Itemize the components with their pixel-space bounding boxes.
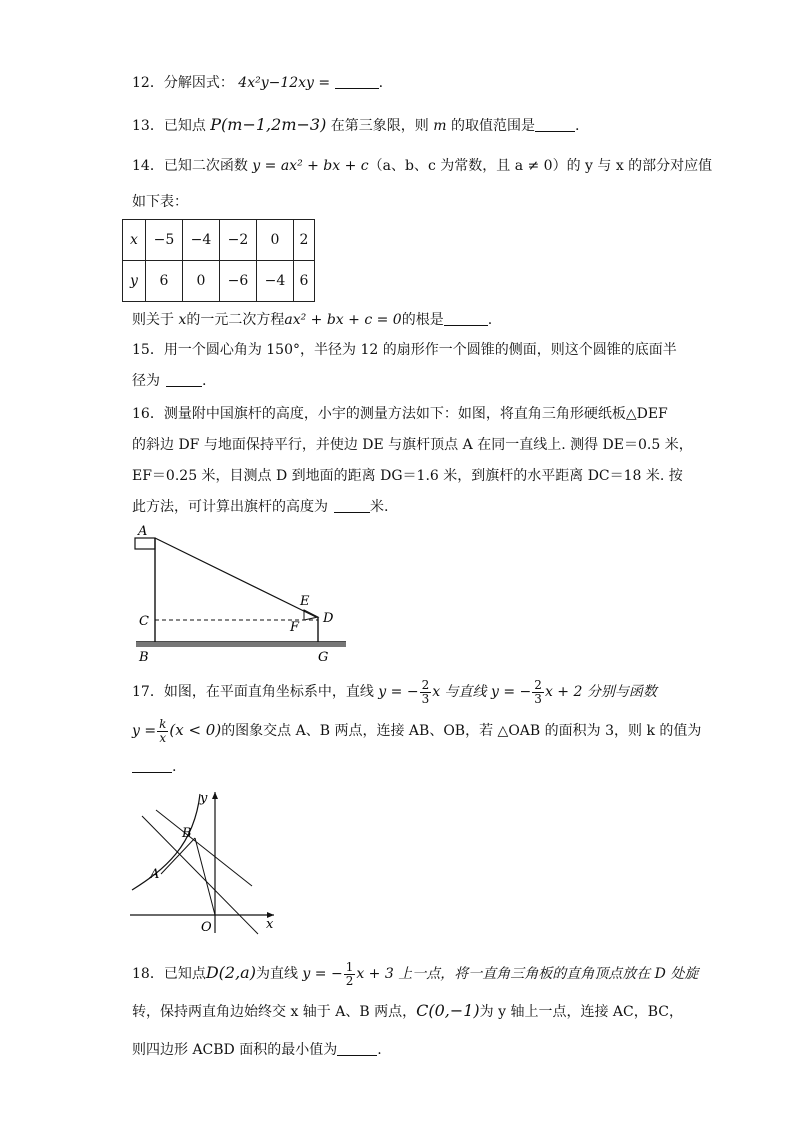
table-cell: −5: [146, 220, 183, 261]
question-number: 13．: [132, 118, 164, 134]
table-row: [123, 261, 315, 302]
period: .: [378, 75, 384, 91]
question-16-line-3: EF＝0.25 米，目测点 D 到地面的距离 DG＝1.6 米，到旗杆的水平距离 DC＝18 米. 按: [132, 468, 683, 484]
fraction-denominator: x: [159, 730, 167, 745]
fraction-denominator: 3: [421, 691, 430, 706]
label-A: A: [150, 867, 160, 882]
question-text: 为直线: [255, 966, 298, 982]
question-text: 的根是: [401, 312, 444, 328]
period: .: [202, 373, 207, 389]
fraction-numerator: 2: [421, 677, 430, 692]
flagpole-figure: [128, 524, 354, 664]
question-14-line-3: [132, 309, 492, 331]
math-expression: y = −: [302, 966, 343, 982]
question-text: 为 y 轴上一点，连接 AC，BC，: [479, 1004, 684, 1020]
value-table: [122, 219, 315, 302]
answer-blank[interactable]: [132, 758, 172, 773]
question-text: 用一个圆心角为 150°，半径为 12 的扇形作一个圆锥的侧面，则这个圆锥的底面半: [163, 342, 677, 358]
table-cell: −4: [183, 220, 220, 261]
math-point: P(m−1,2m−3): [210, 115, 327, 134]
question-14-line-1: [132, 155, 712, 177]
question-16-line-4: [132, 496, 388, 518]
table-cell: −2: [220, 220, 257, 261]
label-B: B: [182, 826, 192, 841]
coordinate-figure: [128, 786, 288, 936]
line-through-origin: [142, 816, 258, 934]
question-15-line-1: [132, 339, 677, 361]
label-G: G: [318, 650, 329, 664]
answer-blank[interactable]: [337, 1041, 377, 1056]
table-cell: −4: [257, 261, 294, 302]
question-text: 分解因式：: [163, 75, 234, 91]
segment-AB: [161, 838, 195, 874]
question-text: 已知点: [163, 118, 206, 134]
flag-shape: [135, 538, 155, 549]
period: .: [574, 118, 580, 134]
math-variable: x: [178, 312, 187, 328]
question-17-line-2: [132, 715, 701, 746]
math-expression: y = −: [491, 684, 532, 700]
ground-hatch: [136, 642, 346, 647]
fraction-numerator: 2: [534, 677, 542, 692]
question-text: 的一元二次方程: [186, 312, 285, 328]
label-B: B: [139, 650, 149, 664]
table-cell: 6: [294, 261, 315, 302]
question-13: [132, 114, 579, 137]
math-variable: m: [433, 118, 447, 134]
question-number: 17．: [132, 684, 164, 700]
table-cell: −6: [220, 261, 257, 302]
math-expression: y = ax² + bx + c: [252, 158, 369, 174]
question-text: 已知点: [163, 966, 206, 982]
math-point: D(2,a): [205, 963, 256, 982]
label-F: F: [290, 620, 300, 635]
table-cell: 2: [294, 220, 315, 261]
question-text: x 与直线: [432, 684, 487, 700]
question-text: 则关于: [132, 312, 174, 328]
answer-blank[interactable]: [166, 372, 202, 387]
question-text: 则四边形 ACBD 面积的最小值为: [132, 1042, 338, 1058]
fraction: [344, 961, 356, 988]
math-point: C(0,−1): [416, 1001, 480, 1020]
question-15-line-2: [132, 370, 206, 392]
table-cell: y: [123, 261, 146, 302]
fraction: [532, 679, 544, 706]
table-cell: 0: [183, 261, 220, 302]
label-A: A: [138, 524, 148, 539]
answer-blank[interactable]: [535, 117, 575, 132]
question-text: 转，保持两直角边始终交 x 轴于 A、B 两点，: [132, 1004, 417, 1020]
question-text: 米.: [370, 499, 389, 515]
label-E: E: [300, 594, 310, 609]
fraction-denominator: 2: [345, 973, 354, 988]
question-number: 14．: [132, 158, 164, 174]
fraction: [157, 718, 168, 745]
table-row: [123, 220, 315, 261]
axis-label-x: x: [266, 917, 274, 932]
period: .: [172, 759, 177, 775]
hyperbola-curve: [132, 794, 200, 890]
fraction-numerator: 1: [345, 959, 354, 974]
math-expression: y =: [132, 723, 157, 739]
question-18-line-3: [132, 1039, 382, 1061]
segment-OB: [195, 838, 215, 915]
question-16-line-2: 的斜边 DF 与地面保持平行，并使边 DE 与旗杆顶点 A 在同一直线上. 测得 DE＝0.5 米，: [132, 437, 693, 453]
period: .: [487, 312, 493, 328]
question-16-line-1: [132, 403, 668, 425]
y-axis-arrow: [212, 792, 218, 799]
question-text: 的图象交点 A、B 两点，连接 AB、OB，若 △OAB 的面积为 3，则 k 的值为: [221, 723, 702, 739]
math-equation: ax² + bx + c = 0: [284, 312, 402, 328]
period: .: [377, 1042, 382, 1058]
axis-label-y: y: [200, 791, 208, 806]
fraction: [420, 679, 432, 706]
question-text: 如图，在平面直角坐标系中，直线: [163, 684, 374, 700]
question-18-line-2: [132, 1000, 683, 1023]
question-text: x + 2 分别与函数: [544, 684, 657, 700]
fraction-numerator: k: [159, 716, 167, 731]
answer-blank[interactable]: [334, 498, 370, 513]
question-17-line-3: [132, 756, 176, 778]
label-O: O: [201, 920, 212, 935]
table-cell: 6: [146, 261, 183, 302]
answer-blank[interactable]: [335, 74, 379, 89]
label-C: C: [139, 614, 149, 629]
label-D: D: [323, 611, 334, 626]
question-text: 此方法，可计算出旗杆的高度为: [132, 499, 328, 515]
question-12: [132, 72, 383, 94]
question-number: 12．: [132, 75, 164, 91]
question-number: 16．: [132, 406, 164, 422]
question-text: 的取值范围是: [450, 118, 535, 134]
question-text: 测量附中国旗杆的高度，小宇的测量方法如下：如图，将直角三角形硬纸板△DEF: [163, 406, 668, 422]
question-number: 18．: [132, 966, 164, 982]
question-text: x + 3 上一点，将一直角三角板的直角顶点放在 D 处旋: [356, 966, 699, 982]
answer-blank[interactable]: [444, 311, 488, 326]
fraction-denominator: 3: [534, 691, 542, 706]
question-18-line-1: [132, 958, 698, 989]
table-cell: x: [123, 220, 146, 261]
question-17-line-1: [132, 677, 657, 707]
math-expression: 4x²y−12xy =: [238, 75, 331, 91]
question-number: 15．: [132, 342, 164, 358]
question-text: 已知二次函数: [163, 158, 248, 174]
math-condition: (x < 0): [169, 721, 222, 739]
math-expression: y = −: [378, 684, 419, 700]
question-14-line-2: 如下表：: [132, 194, 188, 210]
sight-line: [155, 538, 316, 617]
table-cell: 0: [257, 220, 294, 261]
question-text: （a、b、c 为常数，且 a ≠ 0）的 y 与 x 的部分对应值: [368, 158, 713, 174]
question-text: 径为: [132, 373, 160, 389]
question-text: 在第三象限，则: [330, 118, 429, 134]
